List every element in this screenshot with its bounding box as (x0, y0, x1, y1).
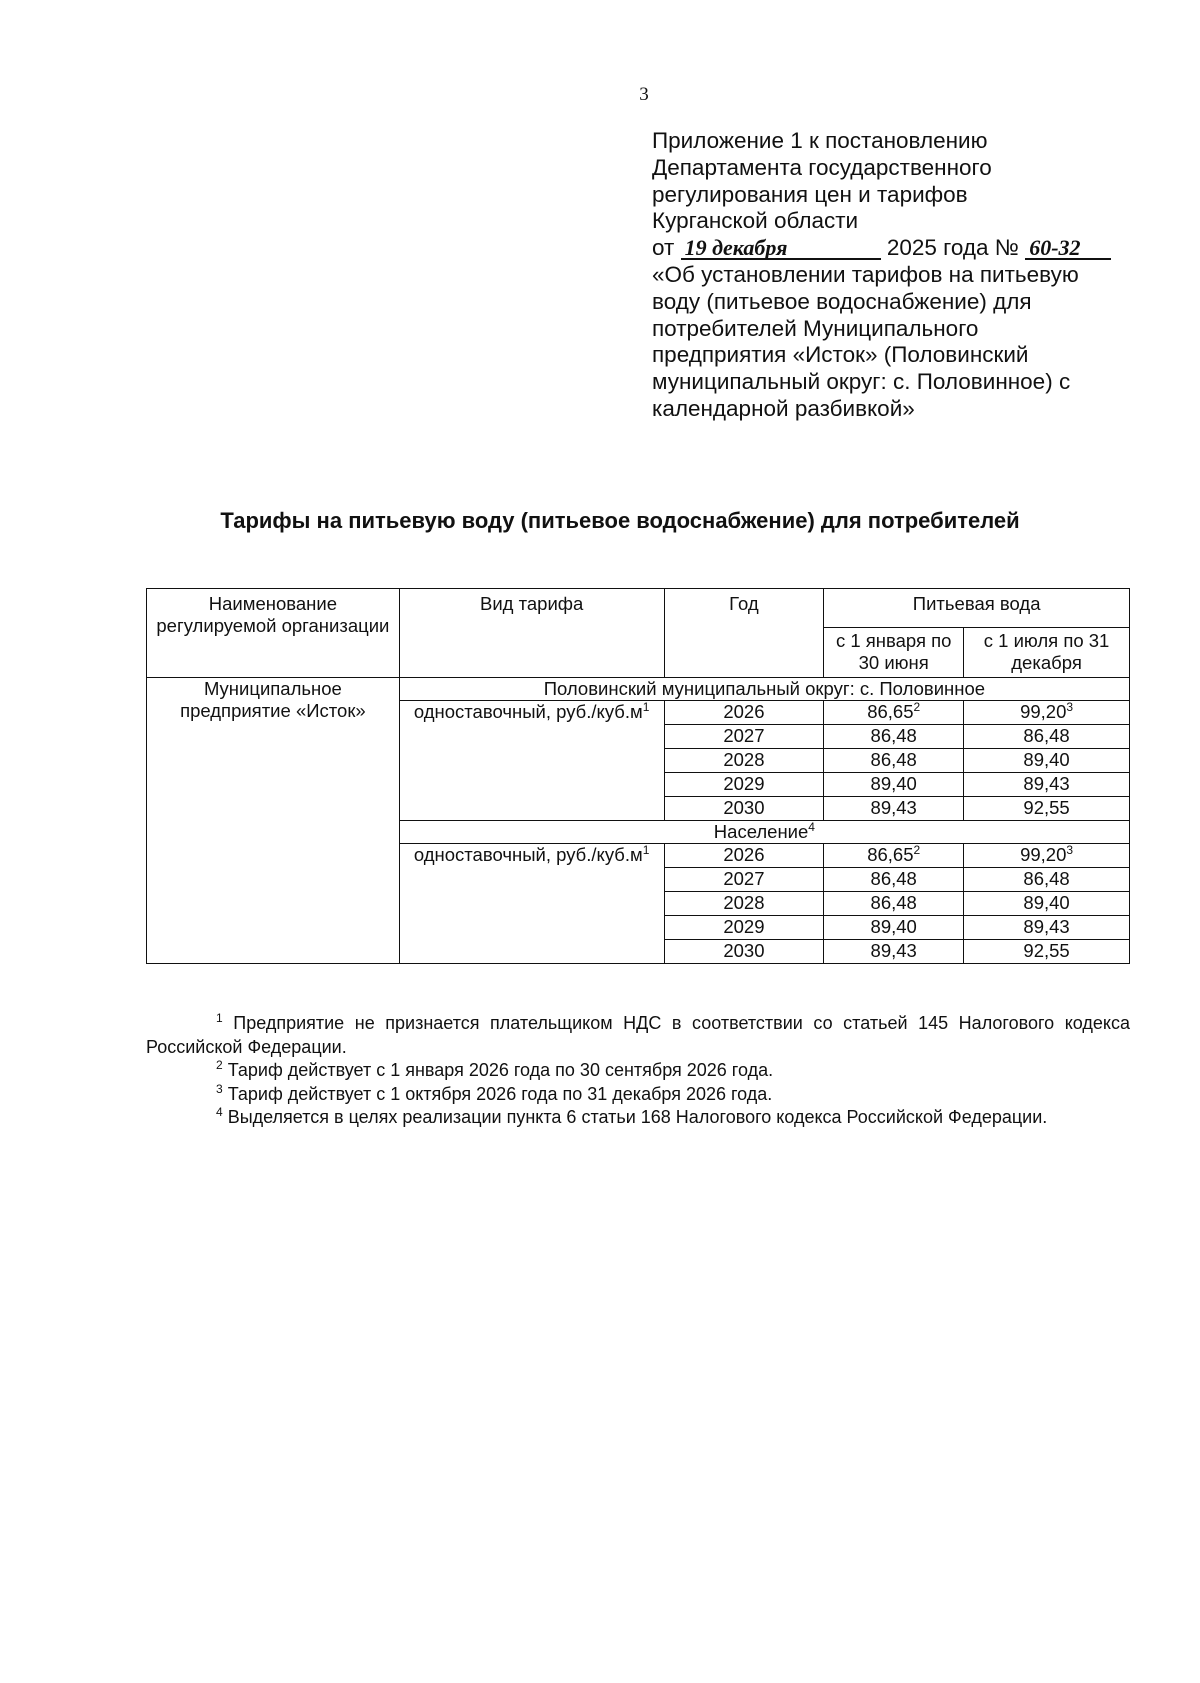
tariff-h2-cell-text: 92,55 (1023, 797, 1070, 818)
footnote-ref: 3 (1066, 699, 1074, 714)
tariff-h2-cell-text: 89,40 (1023, 749, 1070, 770)
group-label-cell (399, 678, 1129, 701)
footnote-ref: 1 (642, 842, 650, 857)
tariff-h1-cell (824, 749, 964, 773)
tariff-h2-cell (964, 797, 1130, 821)
tariff-h2-cell (964, 868, 1130, 892)
page-number: 3 (639, 84, 649, 105)
footnote-mark: 2 (216, 1058, 223, 1072)
resolution-title-line: «Об установлении тарифов на питьевую (652, 261, 1079, 287)
table-header-row (147, 589, 1130, 628)
tariff-type-cell-text: одноставочный, руб./куб.м (413, 701, 643, 722)
date-prefix: от (652, 235, 675, 261)
tariff-h2-cell (964, 892, 1130, 916)
header-period-1: с 1 января по 30 июня (824, 628, 964, 678)
group-label-cell-text: Половинский муниципальный округ: с. Половинное (543, 678, 986, 699)
date-line (652, 235, 1122, 262)
footnote-text: Тариф действует с 1 января 2026 года по 30 сентября 2026 года. (222, 1060, 774, 1080)
tariff-h1-cell-text: 86,65 (867, 844, 914, 865)
document-title: Тарифы на питьевую воду (питьевое водоснабжение) для потребителей (220, 508, 1020, 533)
appendix-block (652, 128, 1122, 423)
footnote-mark: 4 (216, 1105, 223, 1119)
tariff-h2-cell-text: 86,48 (1023, 868, 1070, 889)
group-label-cell (399, 821, 1129, 844)
tariff-h1-cell (824, 916, 964, 940)
year-cell-text: 2030 (723, 797, 765, 818)
tariff-h2-cell-text: 89,43 (1023, 773, 1070, 794)
footnote-mark: 1 (216, 1011, 223, 1025)
tariff-h2-cell-text: 99,20 (1020, 701, 1067, 722)
tariff-h2-cell (964, 749, 1130, 773)
tariff-h1-cell (824, 892, 964, 916)
resolution-title-line: муниципальный округ: с. Половинное) с (652, 369, 1071, 395)
year-cell (664, 916, 824, 940)
footnote (146, 1106, 1130, 1130)
footnote-ref: 3 (1066, 842, 1074, 857)
header-period-2: с 1 июля по 31 декабря (964, 628, 1130, 678)
resolution-title-line: календарной разбивкой» (652, 395, 915, 421)
year-cell (664, 797, 824, 821)
tariff-h2-cell-text: 89,40 (1023, 892, 1070, 913)
footnote-ref: 2 (913, 699, 921, 714)
year-cell-text: 2028 (723, 892, 765, 913)
footnotes (146, 1012, 1130, 1130)
footnote-ref: 1 (642, 699, 650, 714)
tariff-h2-cell-text: 99,20 (1020, 844, 1067, 865)
group-label-cell-text: Население (713, 821, 809, 842)
tariff-h2-cell-text: 89,43 (1023, 916, 1070, 937)
tariff-h1-cell-text: 86,48 (870, 725, 917, 746)
footnote-text: Выделяется в целях реализации пункта 6 статьи 168 Налогового кодекса Российской Федерации. (222, 1107, 1048, 1127)
tariff-h2-cell-text: 92,55 (1023, 940, 1070, 961)
footnote-text: Тариф действует с 1 октября 2026 года по 31 декабря 2026 года. (222, 1083, 773, 1104)
tariff-h1-cell-text: 86,48 (870, 749, 917, 770)
tariff-h1-cell-text: 89,40 (870, 916, 917, 937)
footnote-mark: 3 (216, 1081, 223, 1096)
header-organization: Наименование регулируемой организации (147, 589, 400, 678)
year-cell-text: 2026 (723, 844, 765, 865)
year-cell (664, 773, 824, 797)
footnote (146, 1083, 1130, 1107)
appendix-line: Приложение 1 к постановлению (652, 128, 988, 153)
year-cell (664, 701, 824, 725)
tariff-h1-cell (824, 797, 964, 821)
year-cell (664, 892, 824, 916)
year-cell (664, 844, 824, 868)
tariff-h2-cell-text: 86,48 (1023, 725, 1070, 746)
organization-cell-text: Муниципальное предприятие «Исток» (180, 678, 366, 721)
tariff-h2-cell (964, 725, 1130, 749)
tariff-h1-cell (824, 844, 964, 868)
tariff-h1-cell-text: 89,43 (870, 797, 917, 818)
year-cell (664, 940, 824, 964)
resolution-title-line: предприятия «Исток» (Половинский (652, 342, 1029, 368)
appendix-line: Департамента государственного (652, 154, 992, 180)
year-cell-text: 2029 (723, 916, 765, 937)
appendix-line: регулирования цен и тарифов (652, 181, 968, 207)
resolution-title-line: потребителей Муниципального (652, 315, 979, 341)
year-cell-text: 2027 (723, 725, 765, 746)
tariff-type-cell-text: одноставочный, руб./куб.м (413, 844, 643, 865)
group-row (147, 678, 1130, 701)
tariff-h1-cell (824, 868, 964, 892)
tariff-h1-cell-text: 89,40 (870, 773, 917, 794)
tariff-h1-cell-text: 86,48 (870, 892, 917, 913)
footnote-ref: 2 (913, 842, 921, 857)
year-text: 2025 года № (886, 235, 1019, 261)
tariff-h1-cell-text: 86,48 (870, 868, 917, 889)
tariff-table (146, 588, 1130, 964)
resolution-title-line: воду (питьевое водоснабжение) для (652, 288, 1032, 314)
header-tariff-type: Вид тарифа (399, 589, 664, 678)
tariff-h1-cell-text: 89,43 (870, 940, 917, 961)
header-drinking-water: Питьевая вода (824, 589, 1130, 628)
tariff-h1-cell (824, 701, 964, 725)
tariff-type-cell (399, 844, 664, 964)
footnote-ref: 4 (808, 819, 815, 834)
tariff-h2-cell (964, 701, 1130, 725)
year-cell-text: 2027 (723, 868, 765, 889)
tariff-h2-cell (964, 940, 1130, 964)
year-cell (664, 749, 824, 773)
tariff-h1-cell-text: 86,65 (867, 701, 914, 722)
header-year: Год (664, 589, 824, 678)
year-cell-text: 2029 (723, 773, 765, 794)
footnote (146, 1012, 1130, 1059)
tariff-h1-cell (824, 773, 964, 797)
appendix-line: Курганской области (652, 208, 859, 234)
tariff-type-cell (399, 701, 664, 821)
year-cell (664, 868, 824, 892)
year-cell-text: 2030 (723, 940, 765, 961)
tariff-h1-cell (824, 725, 964, 749)
year-cell-text: 2026 (723, 701, 765, 722)
tariff-h2-cell (964, 773, 1130, 797)
tariff-h1-cell (824, 940, 964, 964)
organization-cell (147, 678, 400, 964)
handwritten-number: 60-32 (1025, 238, 1111, 260)
tariff-h2-cell (964, 844, 1130, 868)
footnote (146, 1059, 1130, 1083)
year-cell (664, 725, 824, 749)
handwritten-date: 19 декабря (681, 238, 881, 260)
year-cell-text: 2028 (723, 749, 765, 770)
footnote-text: Предприятие не признается плательщиком НДС в соответствии со статьей 145 Налогового кодекса Российской Федерации. (146, 1013, 1130, 1057)
tariff-h2-cell (964, 916, 1130, 940)
